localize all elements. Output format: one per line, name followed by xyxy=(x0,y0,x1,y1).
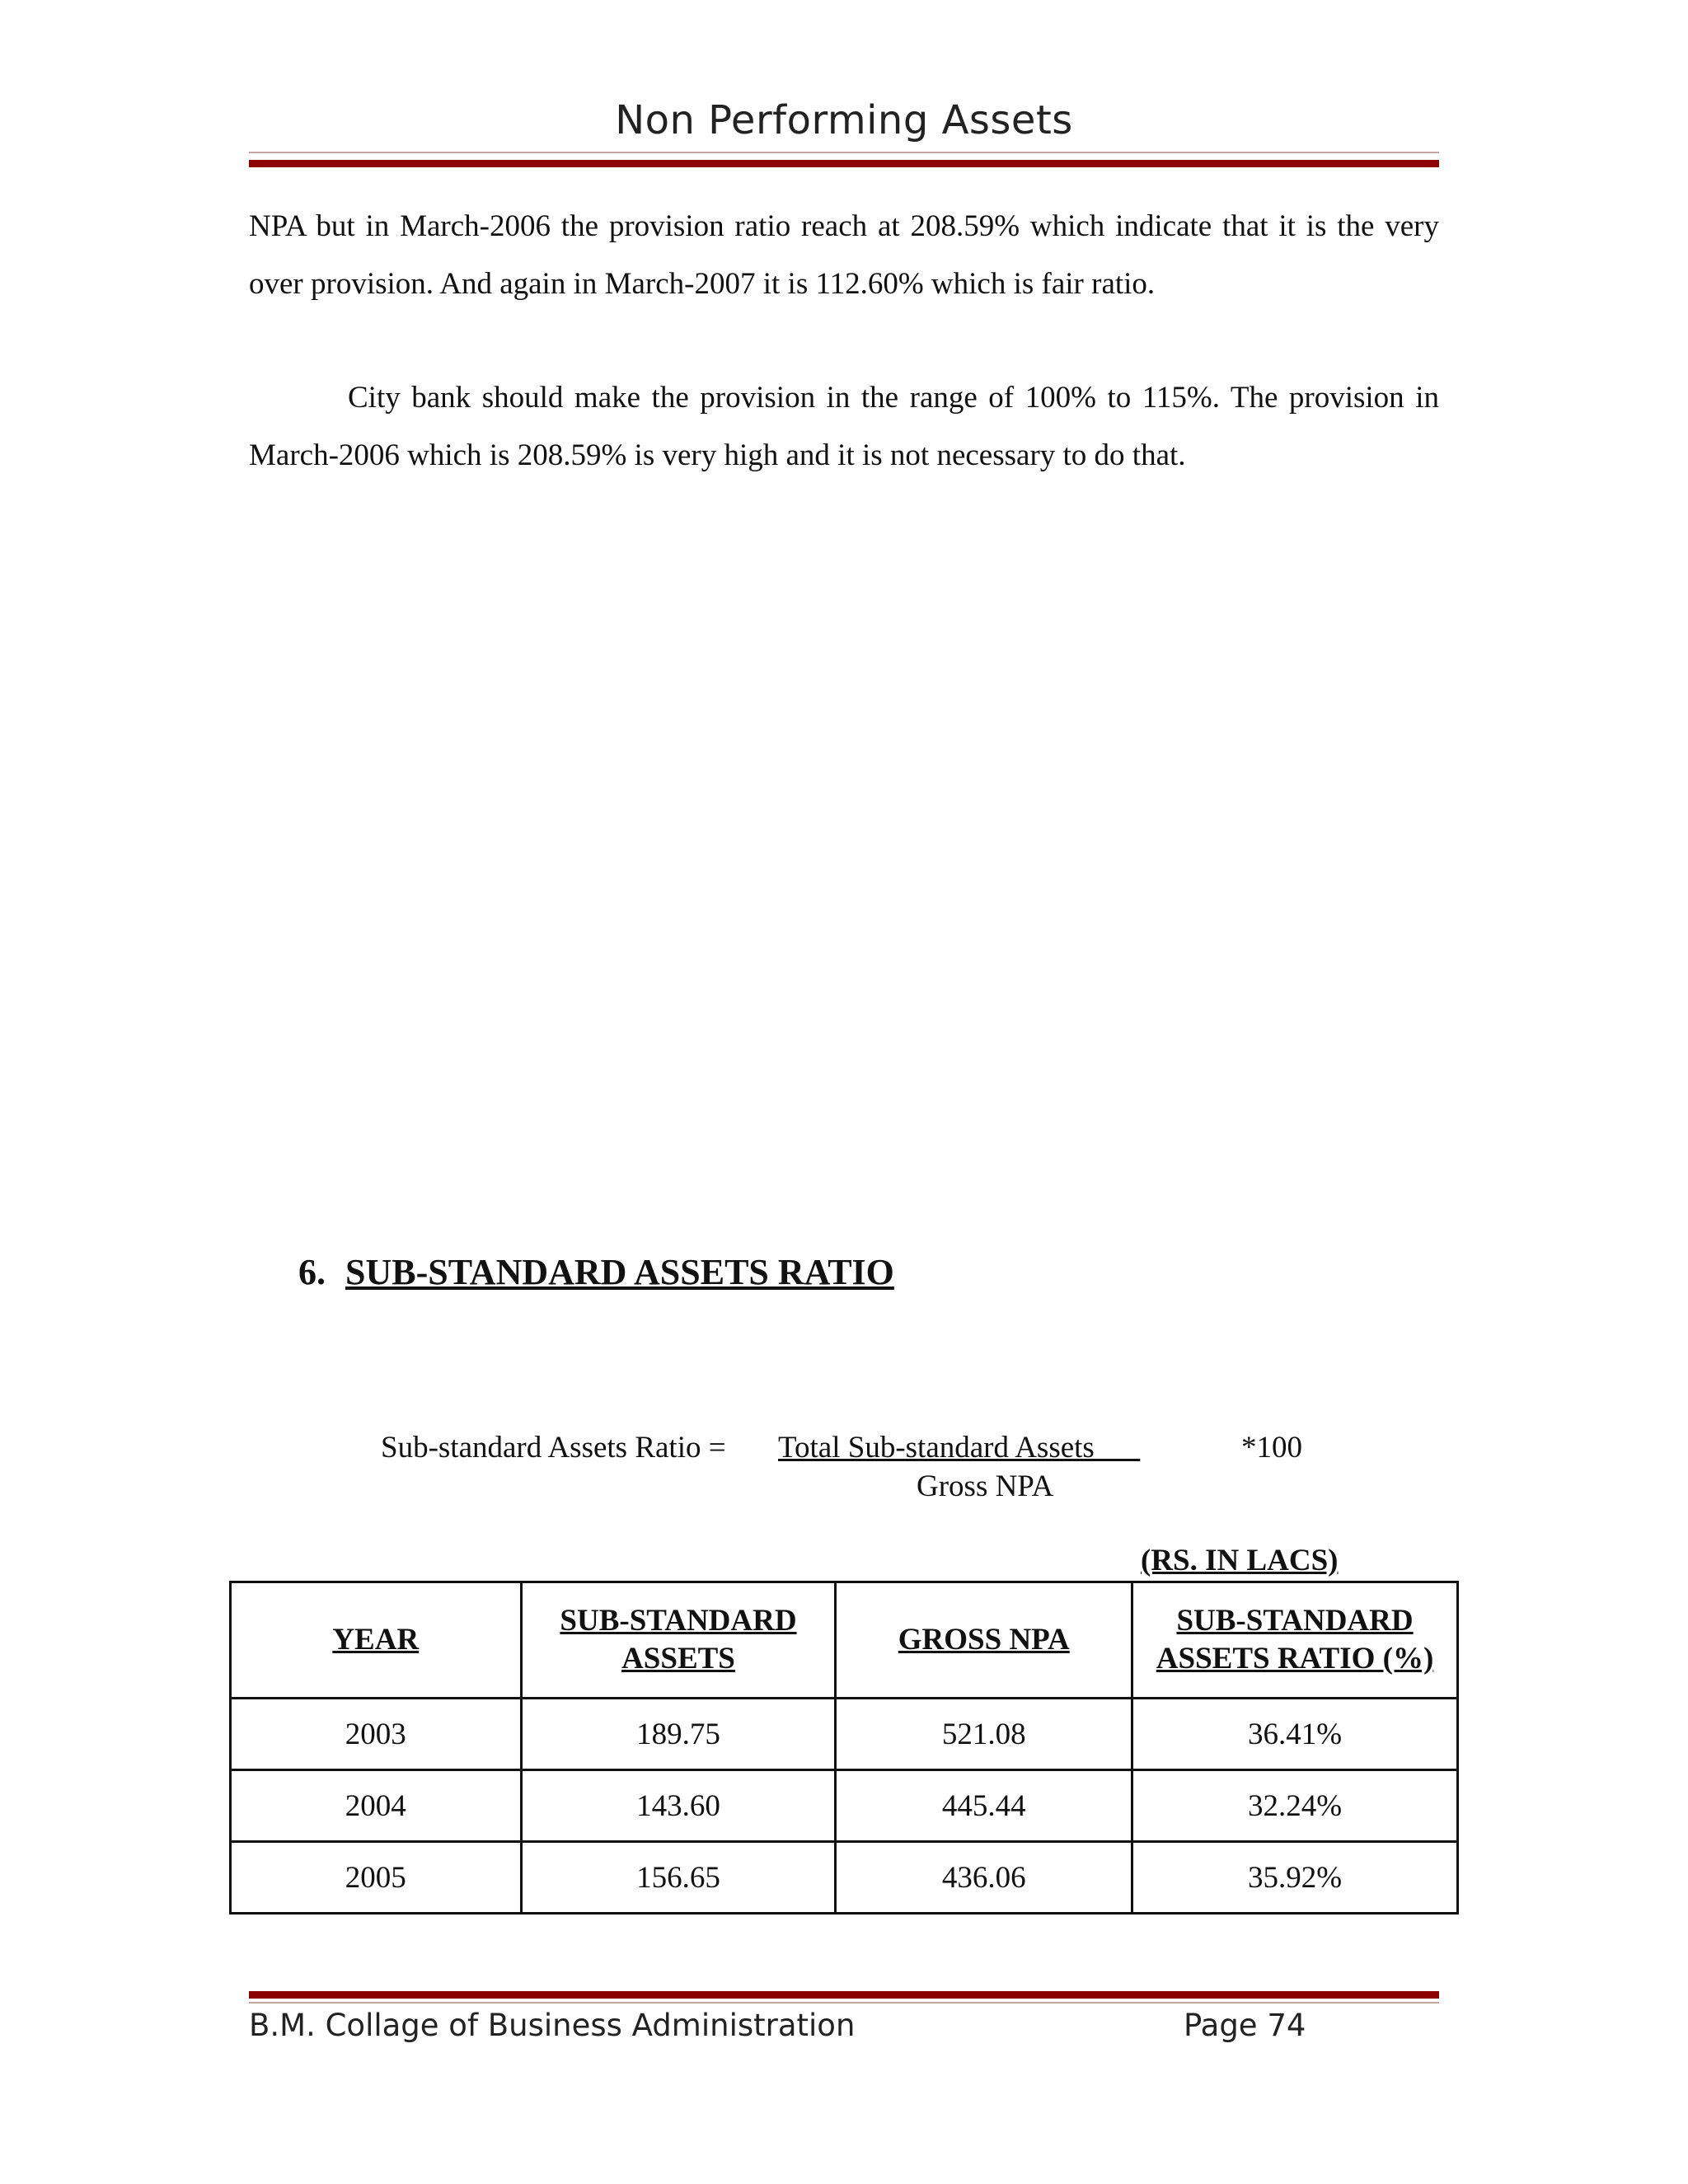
table-row xyxy=(231,1699,1458,1770)
table-units-label: (RS. IN LACS) xyxy=(1141,1544,1339,1577)
cell-year: 2005 xyxy=(231,1842,522,1914)
formula-multiplier: *100 xyxy=(1241,1431,1302,1465)
header-ratio: SUB-STANDARD ASSETS RATIO (%) xyxy=(1132,1582,1458,1699)
cell-gross-npa: 436.06 xyxy=(836,1842,1132,1914)
footer-page-number: Page 74 xyxy=(1184,2008,1306,2043)
section-heading xyxy=(298,1251,894,1293)
formula-denominator: Gross NPA xyxy=(917,1469,1054,1503)
paragraph-provision-ratio: NPA but in March-2006 the provision ratio reach at 208.59% which indicate that it is the very over provision. And again in March-2007 it is 112.60% which is fair ratio. xyxy=(249,209,1439,301)
footer-thin-rule xyxy=(249,2002,1439,2004)
cell-sub-standard-assets: 143.60 xyxy=(521,1770,836,1842)
header-gross-npa: GROSS NPA xyxy=(836,1582,1132,1699)
section-number: 6. xyxy=(298,1252,326,1292)
cell-gross-npa: 445.44 xyxy=(836,1770,1132,1842)
paragraph-provision-range: City bank should make the provision in the range of 100% to 115%. The provision in March-2006 which is 208.59% is very high and it is not necessary to do that. xyxy=(249,381,1439,472)
header-year: YEAR xyxy=(231,1582,522,1699)
cell-year: 2004 xyxy=(231,1770,522,1842)
table-header-row xyxy=(231,1582,1458,1699)
cell-ratio: 32.24% xyxy=(1132,1770,1458,1842)
page-header-title: Non Performing Assets xyxy=(615,97,1073,143)
header-sub-standard-assets: SUB-STANDARD ASSETS xyxy=(521,1582,836,1699)
formula-numerator: Total Sub-standard Assets xyxy=(778,1431,1141,1465)
cell-ratio: 35.92% xyxy=(1132,1842,1458,1914)
cell-gross-npa: 521.08 xyxy=(836,1699,1132,1770)
section-title: SUB-STANDARD ASSETS RATIO xyxy=(345,1252,894,1292)
header-thin-rule xyxy=(249,152,1439,153)
table-row xyxy=(231,1770,1458,1842)
footer-thick-rule xyxy=(249,1991,1439,1999)
formula-label: Sub-standard Assets Ratio = xyxy=(381,1431,726,1465)
cell-year: 2003 xyxy=(231,1699,522,1770)
cell-sub-standard-assets: 189.75 xyxy=(521,1699,836,1770)
cell-ratio: 36.41% xyxy=(1132,1699,1458,1770)
cell-sub-standard-assets: 156.65 xyxy=(521,1842,836,1914)
sub-standard-assets-table xyxy=(229,1581,1459,1915)
header-thick-rule xyxy=(249,160,1439,167)
table-row xyxy=(231,1842,1458,1914)
footer-college-name: B.M. Collage of Business Administration xyxy=(249,2008,856,2043)
